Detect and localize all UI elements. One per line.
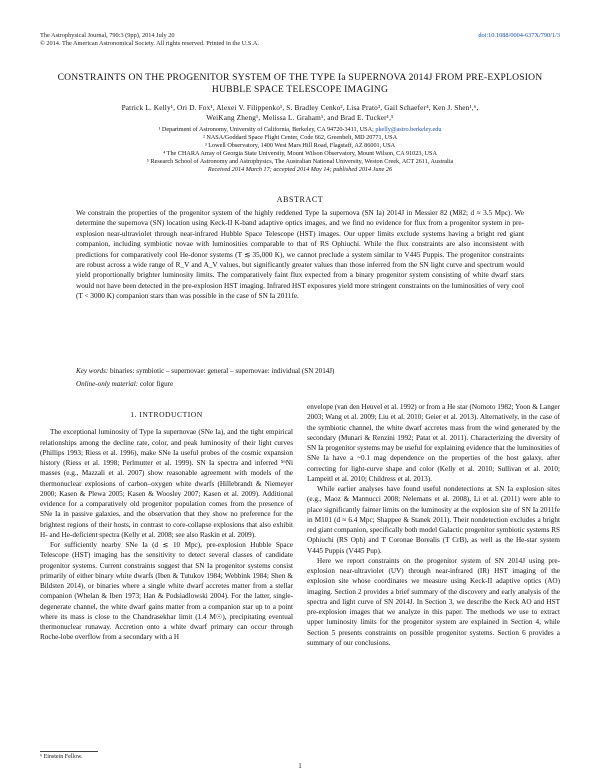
- online-value: color figure: [139, 380, 174, 388]
- author-list: [40, 103, 560, 123]
- affiliation-3: ³ Lowell Observatory, 1400 West Mars Hill Road, Flagstaff, AZ 86001, USA: [204, 141, 396, 149]
- affiliation-1: ¹ Department of Astronomy, University of California, Berkeley, CA 94720-3411, USA; pkelly@astro.berkeley.edu: [158, 126, 442, 133]
- online-label: Online-only material:: [76, 380, 139, 388]
- doi-link[interactable]: doi:10.1088/0004-637X/790/1/3: [478, 32, 560, 39]
- email-link[interactable]: pkelly@astro.berkeley.edu: [375, 126, 442, 133]
- keywords-value: binaries: symbiotic – supernovae: general – supernovae: individual (SN 2014J): [110, 367, 335, 375]
- page-number: 1: [298, 762, 302, 770]
- paper-title: CONSTRAINTS ON THE PROGENITOR SYSTEM OF THE TYPE Ia SUPERNOVA 2014J FROM PRE-EXPLOSION HUBBLE SPACE TELESCOPE IMAGING: [57, 72, 543, 95]
- footnote: ⁶ Einstein Fellow.: [40, 754, 83, 760]
- journal-header: [40, 32, 259, 48]
- authors-line-2: WeiKang Zheng¹, Melissa L. Graham¹, and Brad E. Tucker¹,⁵: [206, 113, 394, 122]
- right-column: [307, 402, 560, 648]
- keywords: [76, 366, 524, 376]
- abstract-text: We constrain the properties of the progenitor system of the highly reddened Type Ia supernova (SN Ia) 2014J in Messier 82 (M82; d ≈ 3.5 Mpc). We determine the supernova (SN) location using Keck-II K-band adaptive optics images, and we find no evidence for flux from a progenitor system in pre-explosion near-ultraviolet through near-infrared Hubble Space Telescope (HST) images. Our upper limits exclude systems having a bright red giant companion, including symbiotic novae with luminosities comparable to that of RS Ophiuchi. While the flux constraints are also inconsistent with predictions for comparatively cool He-donor systems (T ≲ 35,000 K), we cannot preclude a system similar to V445 Puppis. The progenitor constraints are robust across a wide range of R_V and A_V values, but significantly greater values than those inferred from the SN light curve and spectrum would yield proportionally brighter luminosity limits. The comparatively faint flux expected from a binary progenitor system consisting of white dwarf stars would not have been detected in the pre-explosion HST imaging. Infrared HST exposures yield more stringent constraints on the luminosities of very cool (T < 3000 K) companion stars than was possible in the case of SN Ia 2011fe.: [76, 209, 524, 301]
- received-dates: Received 2014 March 17; accepted 2014 May 14; published 2014 June 26: [207, 165, 393, 173]
- intro-paragraph-2: For sufficiently nearby SNe Ia (d ≲ 10 Mpc), pre-explosion Hubble Space Telescope (HST) imaging has the sensitivity to detect several classes of candidate progenitor systems. Current constraints suggest that SN Ia progenitor systems consist primarily of either binary white dwarfs (Iben & Tutukov 1984; Webbink 1984; Shen & Bildsten 2014), or binaries where a single white dwarf accretes matter from a stellar companion (Whelan & Iben 1973; Han & Podsiadlowski 2004). For the latter, single-degenerate channel, the white dwarf gains matter from a companion star up to a point where its mass is close to the Chandrasekhar limit (1.4 M☉), precipitating eventual thermonuclear runaway. Accretion onto a white dwarf primary can occur through Roche-lobe overflow from a secondary with a H: [40, 541, 293, 642]
- footnote-rule: [40, 751, 98, 752]
- affiliation-2: ² NASA/Goddard Space Flight Center, Code 662, Greenbelt, MD 20771, USA: [202, 133, 398, 141]
- abstract-heading: ABSTRACT: [276, 195, 324, 204]
- authors-line-1: Patrick L. Kelly¹, Ori D. Fox¹, Alexei V. Filippenko¹, S. Bradley Cenko², Lisa Prato³, Gail Schaefer⁴, Ken J. Shen¹,⁶,: [121, 103, 479, 112]
- affiliation-5: ⁵ Research School of Astronomy and Astrophysics, The Australian National University, Weston Creek, ACT 2611, Australia: [146, 157, 454, 165]
- affiliations: [40, 126, 560, 173]
- intro-paragraph-2-cont: envelope (van den Heuvel et al. 1992) or from a He star (Nomoto 1982; Yoon & Langer 2003; Wang et al. 2009; Liu et al. 2010; Geier et al. 2013). Alternatively, in the case of the symbiotic channel, the white dwarf accretes mass from the wind generated by the secondary (Munari & Renzini 1992; Patat et al. 2011). Characterizing the diversity of SN Ia progenitor systems may be useful for explaining evidence that the luminosities of SNe Ia have a ~0.1 mag dependence on the properties of the host galaxy, after correcting for light-curve shape and color (Kelly et al. 2010; Sullivan et al. 2010; Lampeitl et al. 2010; Childress et al. 2013).: [307, 403, 560, 483]
- intro-paragraph-3: While earlier analyses have found useful nondetections at SN Ia explosion sites (e.g., Maoz & Mannucci 2008; Nelemans et al. 2008), Li et al. (2011) were able to place significantly fainter limits on the luminosity at the explosion site of SN Ia 2011fe in M101 (d ≈ 6.4 Mpc; Shappee & Stanek 2011). Their nondetection excludes a bright red giant companion, specifically both model Galactic progenitor symbiotic systems RS Ophiuchi (RS Oph) and T Coronae Borealis (T CrB), as well as the He-star system V445 Puppis (V445 Pup).: [307, 485, 560, 555]
- section-heading-introduction: 1. INTRODUCTION: [130, 410, 203, 419]
- copyright-line: © 2014. The American Astronomical Society. All rights reserved. Printed in the U.S.A.: [40, 40, 260, 47]
- intro-paragraph-1: The exceptional luminosity of Type Ia supernovae (SNe Ia), and the tight empirical relationships among the decline rate, color, and peak luminosity of their light curves (Phillips 1993; Riess et al. 1996), make SNe Ia useful probes of the cosmic expansion history (Riess et al. 1998; Perlmutter et al. 1999). SN Ia spectra and inferred ⁵⁶Ni masses (e.g., Mazzali et al. 2007) show reasonable agreement with models of the thermonuclear explosions of carbon–oxygen white dwarfs (Hillebrandt & Niemeyer 2000; Kasen & Plewa 2005; Kasen & Woosley 2007; Kasen et al. 2009). Additional evidence for a comparatively old progenitor population comes from the presence of SNe Ia in passive galaxies, and the observation that they show no preference for the brightest regions of their hosts, in contrast to core-collapse explosions that also exhibit H- and He-deficient spectra (Kelly et al. 2008; see also Raskin et al. 2009).: [40, 428, 293, 539]
- intro-paragraph-4: Here we report constraints on the progenitor system of SN 2014J using pre-explosion near-ultraviolet (UV) through near-infrared (IR) HST imaging of the explosion site whose coordinates we measure using Keck-II adaptive optics (AO) imaging. Section 2 provides a brief summary of the discovery and early analysis of the spectra and light curve of SN 2014J. In Section 3, we describe the Keck AO and HST pre-explosion images that we analyze in this paper. The methods we use to extract upper luminosity limits for the progenitor system are explained in Section 4, while Section 5 presents constraints on possible progenitor systems. Section 6 provides a summary of our conclusions.: [307, 556, 560, 647]
- left-column: [40, 402, 293, 643]
- keywords-label: Key words:: [76, 367, 109, 375]
- journal-line: The Astrophysical Journal, 790:3 (9pp), 2014 July 20: [40, 32, 175, 39]
- affiliation-4: ⁴ The CHARA Array of Georgia State University, Mount Wilson Observatory, Mount Wilson, CA 91023, USA: [163, 149, 437, 157]
- online-material: [76, 380, 173, 388]
